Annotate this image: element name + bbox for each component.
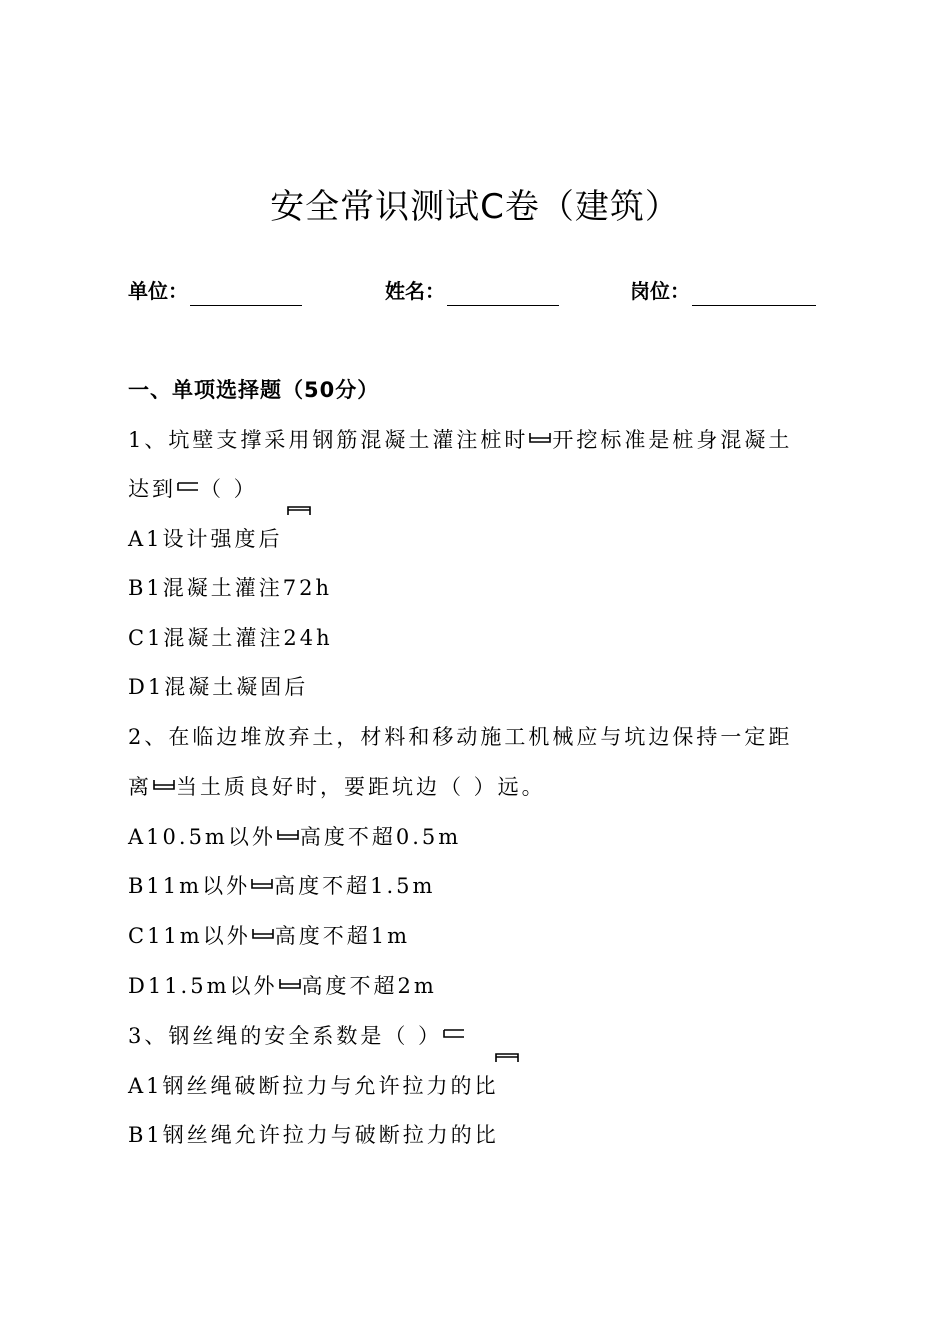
question-2-option-c-part2: 高度不超1m <box>274 924 410 948</box>
question-2-option-b-part2: 高度不超1.5m <box>274 874 436 898</box>
question-2-line-1: 2、在临边堆放弃土，材料和移动施工机械应与坑边保持一定距 <box>128 725 793 749</box>
question-2-option-a-part1: A10.5m以外 <box>128 825 276 849</box>
question-2-stem-a: 离 <box>128 775 152 799</box>
bracket-glyph-icon <box>176 480 200 494</box>
question-2-option-b-part1: B11m以外 <box>128 874 251 898</box>
table-mark-icon <box>286 489 312 503</box>
question-2-option-d <box>128 966 437 1006</box>
question-2-option-c-part1: C11m以外 <box>128 924 251 948</box>
question-1-option-d: D1混凝土凝固后 <box>128 675 309 699</box>
unit-blank-line <box>190 279 302 306</box>
question-1-line-2 <box>128 469 312 509</box>
question-2-option-a <box>128 817 461 857</box>
question-1-stem-d: （ ） <box>200 477 258 501</box>
page-title: 安全常识测试C卷（建筑） <box>270 187 680 227</box>
question-1-option-b: B1混凝土灌注72h <box>128 576 333 600</box>
post-field <box>630 276 816 306</box>
question-3-option-a: A1钢丝绳破断拉力与允许拉力的比 <box>128 1074 499 1098</box>
name-blank-line <box>447 279 559 306</box>
question-1-option-c: C1混凝土灌注24h <box>128 626 333 650</box>
question-1-stem-b: 开挖标准是桩身混凝土 <box>552 428 793 452</box>
unit-label: 单位： <box>128 279 188 303</box>
table-mark-icon <box>494 1036 520 1050</box>
name-field <box>385 276 559 306</box>
question-2-option-c <box>128 916 410 956</box>
bracket-glyph-icon <box>528 431 552 445</box>
name-label: 姓名： <box>385 279 445 303</box>
bracket-glyph-icon <box>276 828 300 842</box>
bracket-glyph-icon <box>250 877 274 891</box>
question-3-stem: 3、钢丝绳的安全系数是（ ） <box>128 1024 443 1048</box>
question-2-option-b <box>128 866 435 906</box>
info-fields-row <box>0 276 950 310</box>
question-1-stem-a: 1、坑壁支撑采用钢筋混凝土灌注桩时 <box>128 428 529 452</box>
unit-field <box>128 276 302 306</box>
question-1-option-a: A1设计强度后 <box>128 527 283 551</box>
question-2-stem-b: 当土质良好时，要距坑边（ ）远。 <box>176 775 546 799</box>
question-3-line-1 <box>128 1016 520 1056</box>
bracket-glyph-icon <box>152 778 176 792</box>
question-2-option-a-part2: 高度不超0.5m <box>299 825 462 849</box>
post-blank-line <box>692 279 816 306</box>
bracket-glyph-icon <box>251 927 275 941</box>
bracket-glyph-icon <box>442 1027 466 1041</box>
section-heading: 一、单项选择题（50分） <box>128 378 380 402</box>
question-2-option-d-part1: D11.5m以外 <box>128 974 278 998</box>
question-2-line-2 <box>128 767 546 807</box>
question-3-option-b: B1钢丝绳允许拉力与破断拉力的比 <box>128 1123 499 1147</box>
bracket-glyph-icon <box>278 977 302 991</box>
question-1-line-1 <box>128 420 792 460</box>
question-2-option-d-part2: 高度不超2m <box>301 974 437 998</box>
question-1-stem-c: 达到 <box>128 477 176 501</box>
post-label: 岗位： <box>630 279 690 303</box>
